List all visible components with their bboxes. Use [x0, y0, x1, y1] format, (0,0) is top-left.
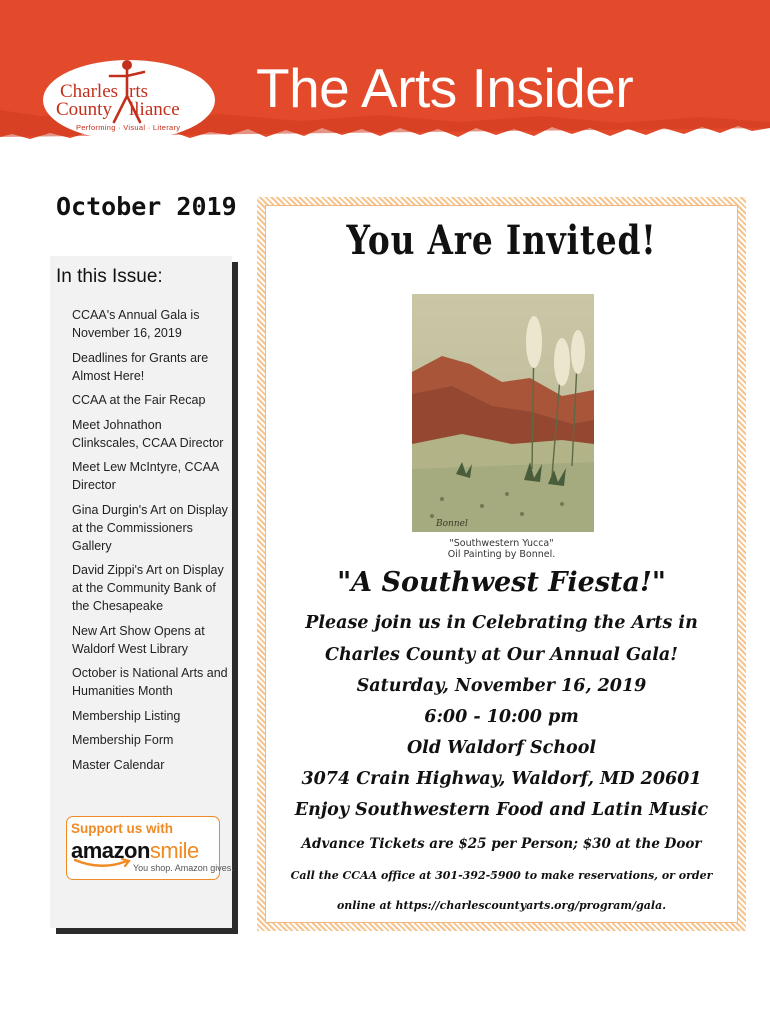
event-line-time: 6:00 - 10:00 pm	[424, 707, 579, 727]
issue-date: October 2019	[56, 192, 237, 221]
event-line-date: Saturday, November 16, 2019	[356, 676, 647, 696]
dancer-figure-icon	[100, 56, 152, 126]
toc-item[interactable]: Meet Johnathon Clinkscales, CCAA Director	[72, 417, 224, 450]
logo-word-alliance: lliance	[129, 99, 180, 120]
painting-caption-credit: Oil Painting by Bonnel.	[447, 549, 556, 560]
logo-tagline: Performing · Visual · Literary	[76, 123, 181, 132]
amazon-slogan: You shop. Amazon gives.	[133, 863, 234, 873]
toc-item[interactable]: Deadlines for Grants are Almost Here!	[72, 350, 209, 383]
invitation-title: You Are Invited!	[346, 217, 657, 264]
painting-caption-title: "Southwestern Yucca"	[449, 538, 554, 549]
toc-item[interactable]: CCAA's Annual Gala is November 16, 2019	[72, 308, 200, 340]
amazon-smile-arrow-icon	[73, 857, 133, 871]
toc-list	[72, 306, 230, 780]
logo-word-charles: Charles	[60, 81, 119, 102]
toc-item[interactable]: Membership Listing	[72, 708, 181, 723]
event-line-address: 3074 Crain Highway, Waldorf, MD 20601	[301, 769, 702, 789]
southwestern-yucca-painting	[412, 294, 594, 532]
painting-signature: Bonnel	[436, 519, 468, 529]
toc-heading: In this Issue:	[56, 266, 163, 287]
event-line-gala: Charles County at Our Annual Gala!	[325, 645, 678, 665]
toc-item[interactable]: Gina Durgin's Art on Display at the Commissioners Gallery	[72, 502, 228, 553]
amazon-support-text: Support us with	[71, 821, 173, 836]
logo-word-county: County	[56, 99, 112, 120]
invitation-box	[257, 197, 746, 931]
toc-item[interactable]: Meet Lew McIntyre, CCAA Director	[72, 460, 219, 492]
event-line-invite: Please join us in Celebrating the Arts in	[305, 613, 698, 633]
amazon-smile-badge[interactable]	[66, 816, 234, 880]
event-line-venue: Old Waldorf School	[406, 738, 597, 758]
in-this-issue-panel	[50, 256, 232, 928]
event-line-online[interactable]: online at https://charlescountyarts.org/program/gala.	[336, 899, 667, 912]
logo-word-arts: rts	[129, 81, 148, 102]
amazon-word: amazon	[71, 838, 150, 863]
toc-item[interactable]: Membership Form	[72, 733, 174, 747]
event-headline: "A Southwest Fiesta!"	[337, 567, 666, 598]
toc-item[interactable]: Master Calendar	[72, 757, 165, 772]
event-line-food-music: Enjoy Southwestern Food and Latin Music	[294, 800, 709, 820]
toc-item[interactable]: October is National Arts and Humanities Month	[72, 666, 228, 698]
toc-item[interactable]: David Zippi's Art on Display at the Community Bank of the Chesapeake	[72, 563, 224, 613]
smile-word: smile	[149, 838, 199, 863]
event-line-contact: Call the CCAA office at 301-392-5900 to make reservations, or order	[290, 869, 713, 882]
toc-item[interactable]: CCAA at the Fair Recap	[72, 393, 206, 407]
toc-item[interactable]: New Art Show Opens at Waldorf West Library	[72, 623, 205, 656]
newsletter-title: The Arts Insider	[256, 57, 634, 119]
event-line-tickets: Advance Tickets are $25 per Person; $30 at the Door	[301, 836, 702, 852]
